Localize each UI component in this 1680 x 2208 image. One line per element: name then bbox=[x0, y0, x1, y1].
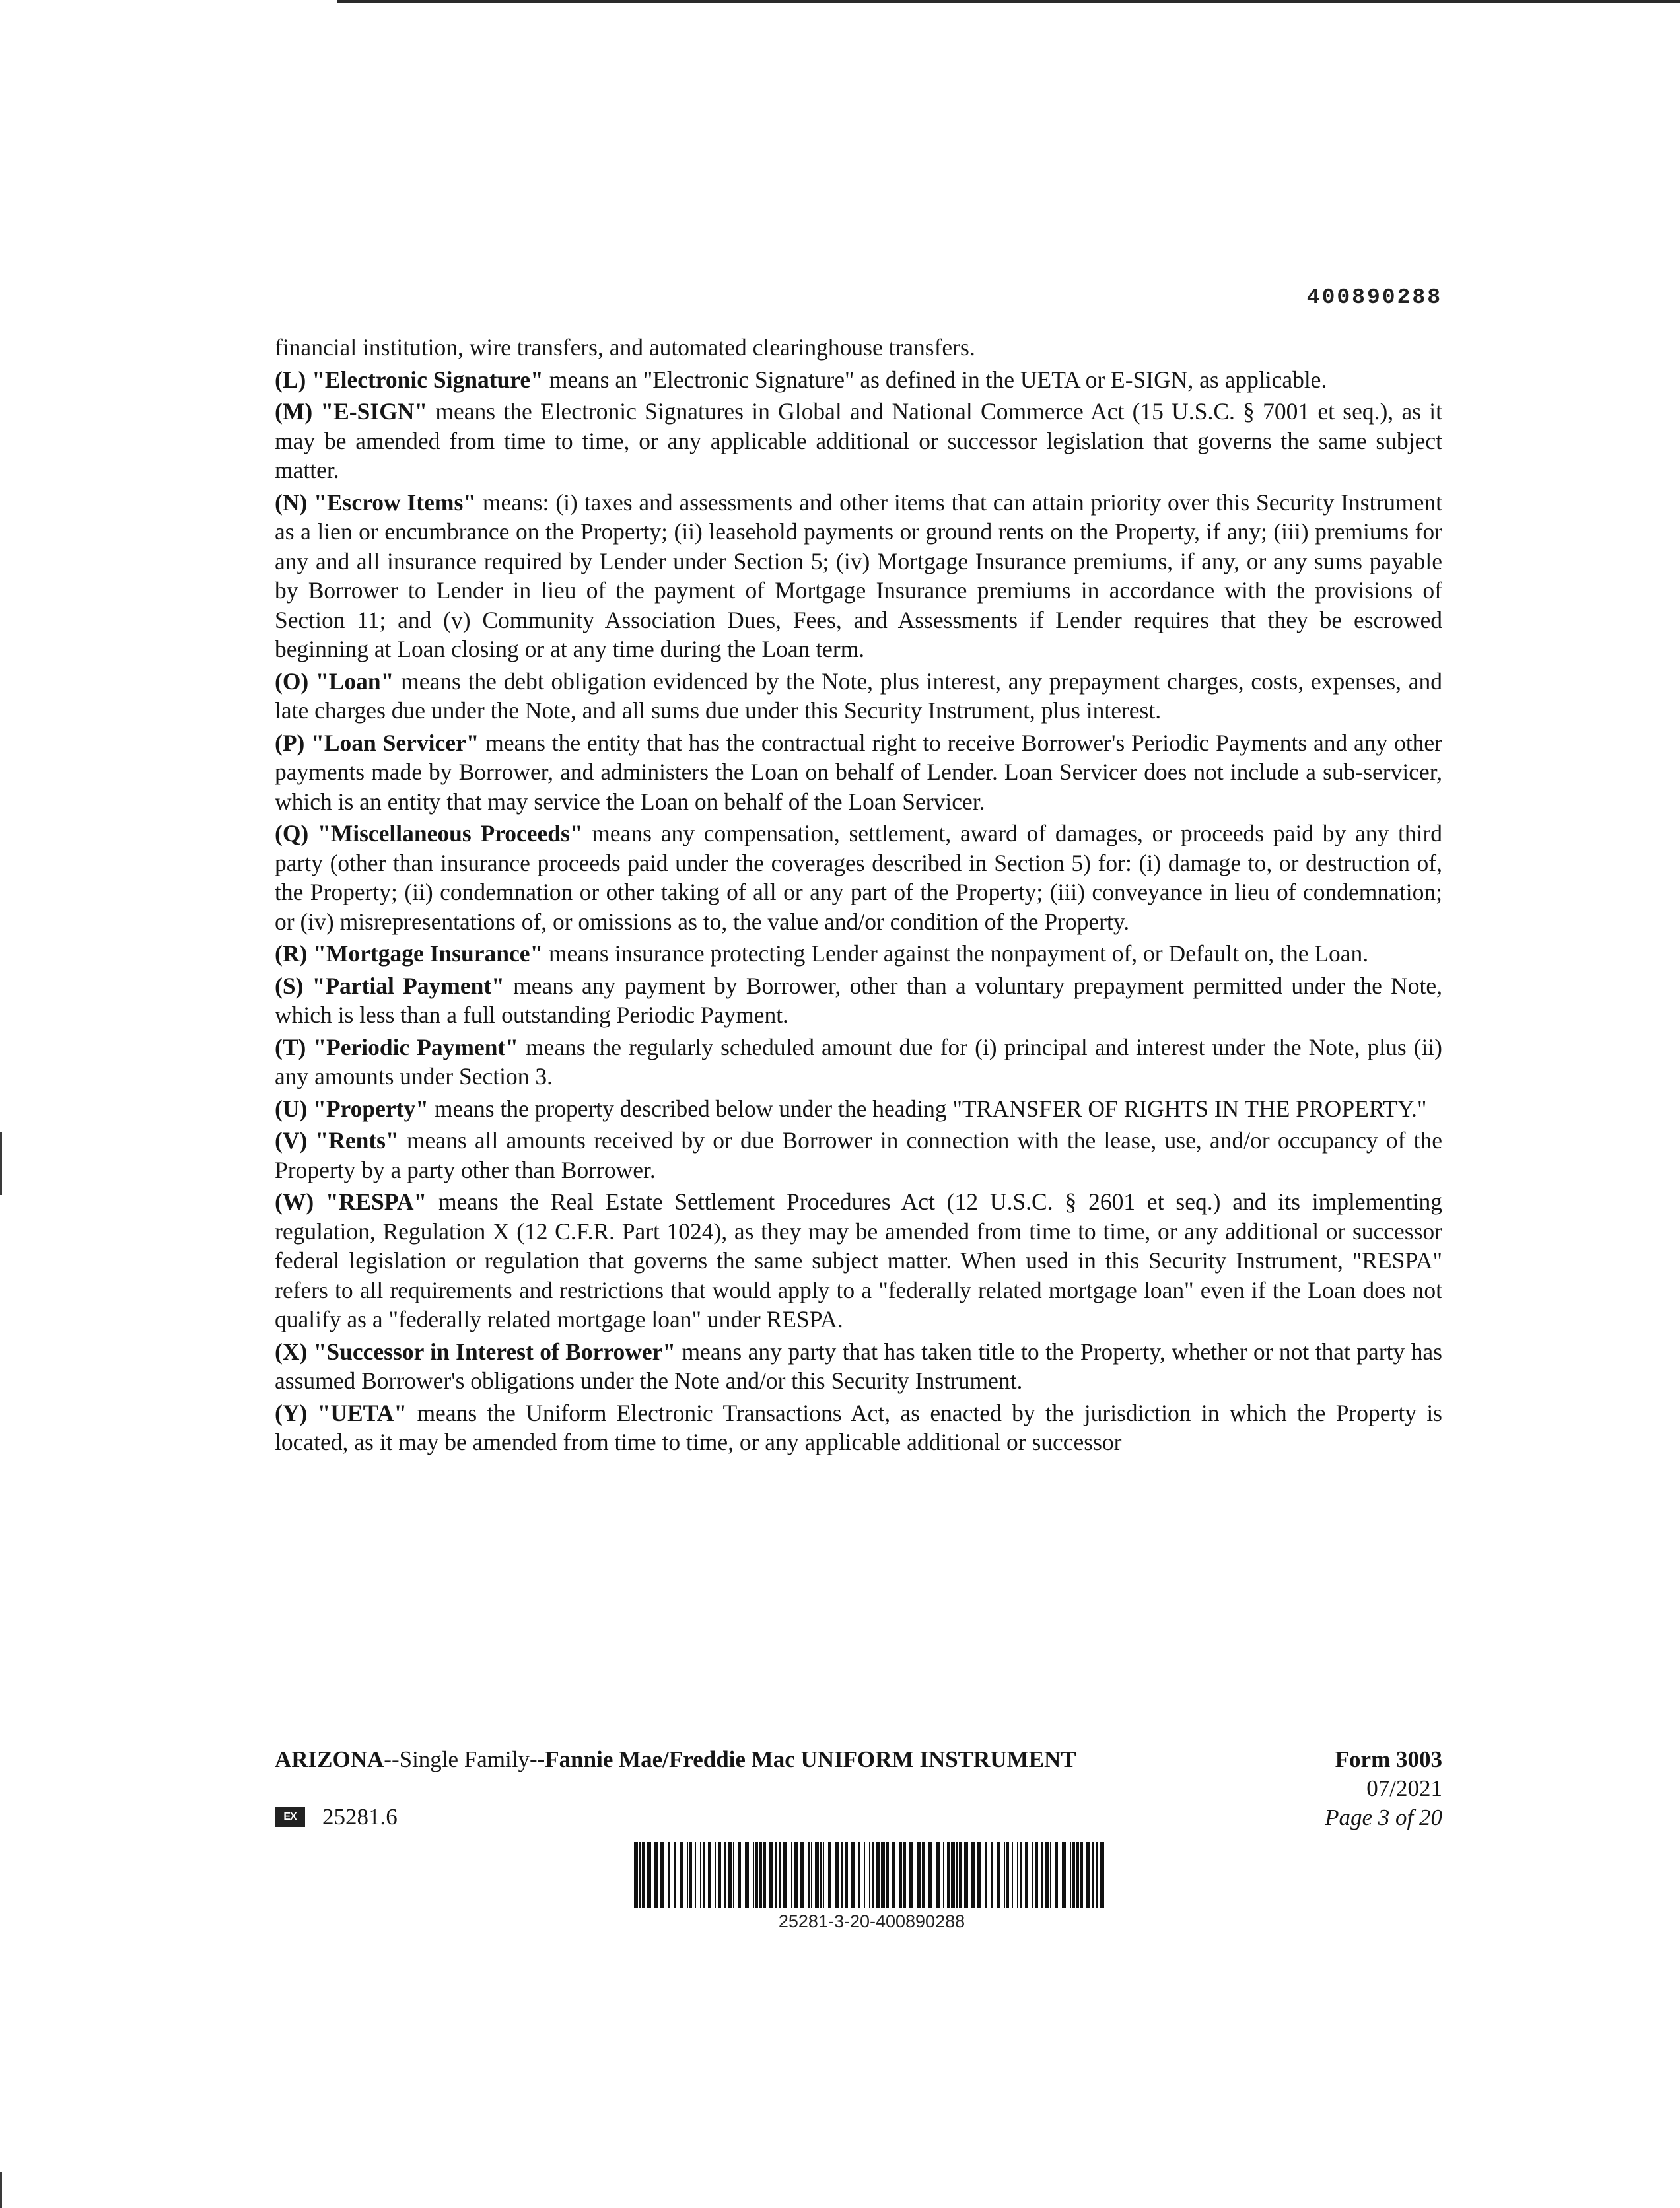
barcode-bar bbox=[779, 1842, 781, 1908]
form-name: Form 3003 bbox=[1335, 1746, 1442, 1772]
definition-term-name: "Escrow Items" bbox=[314, 489, 476, 516]
definition-term-name: "Periodic Payment" bbox=[313, 1033, 518, 1060]
barcode-bar bbox=[815, 1842, 819, 1908]
definition-term-name: "E-SIGN" bbox=[320, 398, 428, 425]
footer-form-info bbox=[1178, 1745, 1442, 1832]
definition-paragraph bbox=[275, 939, 1442, 969]
definition-term bbox=[275, 1189, 427, 1215]
barcode-bar bbox=[892, 1842, 895, 1908]
definition-text: means the property described below under the heading "TRANSFER OF RIGHTS IN THE PROPERTY." bbox=[428, 1095, 1427, 1122]
barcode-bar bbox=[745, 1842, 749, 1908]
definition-term-name: "Partial Payment" bbox=[312, 972, 505, 999]
definition-term bbox=[275, 820, 583, 846]
barcode-bar bbox=[1072, 1842, 1075, 1908]
barcode bbox=[634, 1842, 1109, 1908]
barcode-bar bbox=[881, 1842, 885, 1908]
barcode-bar bbox=[1004, 1842, 1005, 1908]
barcode-bar bbox=[708, 1842, 711, 1908]
vendor-code: 25281.6 bbox=[322, 1804, 398, 1830]
barcode-bar bbox=[985, 1842, 987, 1908]
definition-label: (Q) bbox=[275, 820, 309, 846]
barcode-bar bbox=[959, 1842, 962, 1908]
definition-label: (W) bbox=[275, 1189, 314, 1215]
barcode-bar bbox=[928, 1842, 932, 1908]
barcode-bar bbox=[639, 1842, 641, 1908]
barcode-bar bbox=[695, 1842, 696, 1908]
barcode-bar bbox=[1020, 1842, 1022, 1908]
continuation-paragraph: financial institution, wire transfers, and automated clearinghouse transfers. bbox=[275, 334, 975, 361]
barcode-bar bbox=[820, 1842, 822, 1908]
barcode-bar bbox=[783, 1842, 787, 1908]
barcode-bar bbox=[903, 1842, 906, 1908]
definition-label: (V) bbox=[275, 1127, 308, 1154]
ex-logo-icon: EX bbox=[275, 1807, 305, 1827]
barcode-bar bbox=[977, 1842, 981, 1908]
definition-paragraph bbox=[275, 397, 1442, 485]
barcode-bar bbox=[1025, 1842, 1028, 1908]
definition-term-name: "Loan Servicer" bbox=[311, 729, 479, 756]
definition-paragraph bbox=[275, 1126, 1442, 1185]
barcode-bar bbox=[689, 1842, 692, 1908]
definition-label: (X) bbox=[275, 1338, 308, 1365]
page-number: Page 3 of 20 bbox=[1325, 1805, 1442, 1830]
barcode-bar bbox=[811, 1842, 812, 1908]
barcode-bar bbox=[997, 1842, 1000, 1908]
barcode-bar bbox=[835, 1842, 839, 1908]
barcode-number: 25281-3-20-400890288 bbox=[778, 1912, 965, 1931]
definition-paragraph bbox=[275, 728, 1442, 817]
barcode-bar bbox=[753, 1842, 754, 1908]
definition-term-name: "UETA" bbox=[317, 1399, 407, 1426]
definition-term-name: "Successor in Interest of Borrower" bbox=[313, 1338, 676, 1365]
barcode-bar bbox=[864, 1842, 865, 1908]
definition-label: (L) bbox=[275, 366, 306, 393]
definition-term bbox=[275, 973, 505, 999]
barcode-bar bbox=[1100, 1842, 1104, 1908]
barcode-bar bbox=[1055, 1842, 1058, 1908]
barcode-bar bbox=[1076, 1842, 1079, 1908]
barcode-bar bbox=[841, 1842, 843, 1908]
barcode-bar bbox=[654, 1842, 658, 1908]
definition-text: means any payment by Borrower, other than a voluntary prepayment permitted under the Note, which is less than a full outstanding Periodic Payment. bbox=[275, 972, 1442, 1028]
barcode-bar bbox=[991, 1842, 993, 1908]
barcode-bar bbox=[728, 1842, 732, 1908]
barcode-bar bbox=[794, 1842, 798, 1908]
definition-term bbox=[275, 1400, 407, 1426]
barcode-bar bbox=[956, 1842, 958, 1908]
top-border-line bbox=[337, 0, 1680, 3]
barcode-bar bbox=[851, 1842, 855, 1908]
barcode-bar bbox=[886, 1842, 889, 1908]
definition-text: means the Real Estate Settlement Procedures Act (12 U.S.C. § 2601 et seq.) and its implementing regulation, Regulation X (12 C.F.R. Part 1024), as they may be amended from time to time, or any additional or successor federal legislation or regulation that governs the same subject matter. When used in this Security Instrument, "RESPA" refers to all requirements and restrictions that would apply to a "federally related mortgage loan" even if the Loan does not qualify as a "federally related mortgage loan" under RESPA. bbox=[275, 1189, 1442, 1332]
definition-term bbox=[275, 1095, 429, 1122]
barcode-bar bbox=[858, 1842, 860, 1908]
definition-label: (P) bbox=[275, 729, 305, 756]
definition-term bbox=[275, 1338, 676, 1365]
definition-term-name: "Loan" bbox=[316, 668, 394, 695]
definition-term bbox=[275, 940, 543, 967]
definition-paragraph bbox=[275, 1398, 1442, 1457]
barcode-block bbox=[634, 1842, 1109, 1932]
barcode-bar bbox=[759, 1842, 762, 1908]
definition-term bbox=[275, 730, 479, 756]
definition-label: (M) bbox=[275, 398, 313, 425]
barcode-bar bbox=[1017, 1842, 1018, 1908]
scan-mark bbox=[0, 2172, 2, 2208]
barcode-bar bbox=[964, 1842, 968, 1908]
barcode-bar bbox=[1041, 1842, 1043, 1908]
definition-text: means the regularly scheduled amount due for (i) principal and interest under the Note, plus (ii) any amounts under Section 3. bbox=[275, 1033, 1442, 1089]
barcode-bar bbox=[876, 1842, 880, 1908]
footer-instrument-title bbox=[275, 1745, 1265, 1774]
definition-paragraph bbox=[275, 819, 1442, 936]
barcode-bar bbox=[823, 1842, 824, 1908]
barcode-bar bbox=[775, 1842, 777, 1908]
barcode-bar bbox=[733, 1842, 734, 1908]
barcode-bar bbox=[763, 1842, 766, 1908]
barcode-bar bbox=[1006, 1842, 1009, 1908]
barcode-bar bbox=[634, 1842, 638, 1908]
definition-text: means any compensation, settlement, award of damages, or proceeds paid by any third party (other than insurance proceeds paid under the coverages described in Section 5) for: (i) damage to, or destruction of, the Property; (ii) condemnation or other taking of all or any part of the Property; (iii) conveyance in lieu of condemnation; or (iv) misrepresentations of, or omissions as to, the value and/or condition of the Property. bbox=[275, 820, 1443, 935]
footer-instrument-type: Single Family bbox=[399, 1746, 530, 1772]
barcode-bar bbox=[724, 1842, 726, 1908]
barcode-bar bbox=[922, 1842, 925, 1908]
barcode-bar bbox=[718, 1842, 721, 1908]
definition-label: (U) bbox=[275, 1095, 308, 1122]
definition-label: (N) bbox=[275, 489, 308, 516]
definitions-list bbox=[275, 365, 1442, 1457]
barcode-bar bbox=[1050, 1842, 1051, 1908]
footer-publisher: Fannie Mae/Freddie Mac UNIFORM INSTRUMENT bbox=[545, 1746, 1076, 1772]
barcode-bar bbox=[1012, 1842, 1013, 1908]
definition-term-name: "Rents" bbox=[315, 1127, 399, 1154]
definition-paragraph bbox=[275, 667, 1442, 726]
footer-state: ARIZONA bbox=[275, 1746, 384, 1772]
definitions-body bbox=[275, 333, 1442, 1460]
barcode-bar bbox=[703, 1842, 705, 1908]
barcode-bar bbox=[899, 1842, 902, 1908]
definition-term-name: "RESPA" bbox=[326, 1189, 427, 1215]
definition-label: (O) bbox=[275, 668, 309, 695]
definition-text: means an "Electronic Signature" as defined in the UETA or E-SIGN, as applicable. bbox=[543, 366, 1327, 393]
barcode-bar bbox=[872, 1842, 874, 1908]
definition-paragraph bbox=[275, 488, 1442, 664]
barcode-bar bbox=[936, 1842, 940, 1908]
barcode-bar bbox=[1035, 1842, 1038, 1908]
definition-term bbox=[275, 668, 394, 695]
barcode-bar bbox=[715, 1842, 716, 1908]
definition-term-name: "Miscellaneous Proceeds" bbox=[318, 820, 583, 846]
barcode-bar bbox=[738, 1842, 741, 1908]
definition-paragraph bbox=[275, 971, 1442, 1030]
definition-text: means the debt obligation evidenced by the Note, plus interest, any prepayment charges, costs, expenses, and late charges due under the Note, and all sums due under this Security Instrument, plus interest. bbox=[275, 668, 1442, 724]
definition-term-name: "Property" bbox=[313, 1095, 429, 1122]
definition-term bbox=[275, 398, 427, 425]
barcode-bar bbox=[800, 1842, 804, 1908]
definition-label: (S) bbox=[275, 972, 304, 999]
definition-label: (T) bbox=[275, 1033, 306, 1060]
barcode-bar bbox=[845, 1842, 848, 1908]
barcode-bar bbox=[1045, 1842, 1049, 1908]
barcode-bar bbox=[1070, 1842, 1071, 1908]
barcode-bar bbox=[947, 1842, 950, 1908]
definition-text: means insurance protecting Lender against the nonpayment of, or Default on, the Loan. bbox=[543, 940, 1369, 967]
definition-text: means the entity that has the contractual right to receive Borrower's Periodic Payments and any other payments made by Borrower, and administers the Loan on behalf of Lender. Loan Servicer does not include a sub-servicer, which is an entity that may service the Loan on behalf of the Loan Servicer. bbox=[275, 729, 1443, 815]
footer-separator: -- bbox=[529, 1746, 545, 1772]
barcode-bar bbox=[1096, 1842, 1098, 1908]
barcode-bar bbox=[808, 1842, 810, 1908]
definition-paragraph bbox=[275, 1033, 1442, 1091]
definition-text: means: (i) taxes and assessments and other items that can attain priority over this Security Instrument as a lien or encumbrance on the Property; (ii) leasehold payments or ground rents on the Property, if any; (iii) premiums for any and all insurance required by Lender under Section 5; (iv) Mortgage Insurance premiums, if any, or any sums payable by Borrower to Lender in lieu of the payment of Mortgage Insurance premiums in accordance with the provisions of Section 11; and (v) Community Association Dues, Fees, and Assessments if Lender requires that they be escrowed beginning at Loan closing or at any time during the Loan term. bbox=[275, 489, 1443, 662]
form-date: 07/2021 bbox=[1366, 1776, 1442, 1801]
barcode-bar bbox=[1062, 1842, 1066, 1908]
barcode-bar bbox=[642, 1842, 645, 1908]
definition-term bbox=[275, 1034, 518, 1060]
definition-term-name: "Mortgage Insurance" bbox=[313, 940, 543, 967]
definition-paragraph bbox=[275, 1187, 1442, 1334]
definition-label: (Y) bbox=[275, 1399, 308, 1426]
barcode-bar bbox=[680, 1842, 683, 1908]
barcode-bar bbox=[828, 1842, 831, 1908]
footer-separator: -- bbox=[384, 1746, 400, 1772]
barcode-bar bbox=[700, 1842, 701, 1908]
barcode-bar bbox=[1032, 1842, 1033, 1908]
definition-text: means the Uniform Electronic Transactions Act, as enacted by the jurisdiction in which the Property is located, as it may be amended from time to time, or any applicable additional or successor bbox=[275, 1399, 1442, 1455]
definition-term bbox=[275, 1127, 399, 1154]
definition-term-name: "Electronic Signature" bbox=[312, 366, 543, 393]
barcode-bar bbox=[687, 1842, 688, 1908]
barcode-bar bbox=[869, 1842, 870, 1908]
barcode-bar bbox=[909, 1842, 913, 1908]
definition-paragraph bbox=[275, 1337, 1442, 1396]
barcode-bar bbox=[791, 1842, 792, 1908]
barcode-bar bbox=[951, 1842, 955, 1908]
barcode-bar bbox=[674, 1842, 676, 1908]
barcode-bar bbox=[1080, 1842, 1083, 1908]
definition-text: means the Electronic Signatures in Global and National Commerce Act (15 U.S.C. § 7001 et seq.), as it may be amended from time to time, or any applicable additional or successor legislation that governs the same subject matter. bbox=[275, 398, 1442, 483]
barcode-bar bbox=[660, 1842, 664, 1908]
definition-paragraph bbox=[275, 1094, 1442, 1124]
barcode-bar bbox=[755, 1842, 758, 1908]
barcode-bar bbox=[943, 1842, 944, 1908]
barcode-bar bbox=[971, 1842, 975, 1908]
barcode-bar bbox=[1086, 1842, 1090, 1908]
definition-text: means any party that has taken title to the Property, whether or not that party has assumed Borrower's obligations under the Note and/or this Security Instrument. bbox=[275, 1338, 1442, 1394]
barcode-bar bbox=[1092, 1842, 1094, 1908]
barcode-bar bbox=[917, 1842, 921, 1908]
definition-term bbox=[275, 366, 543, 393]
definition-text: means all amounts received by or due Borrower in connection with the lease, use, and/or occupancy of the Property by a party other than Borrower. bbox=[275, 1127, 1443, 1183]
barcode-bar bbox=[647, 1842, 651, 1908]
definition-paragraph bbox=[275, 365, 1442, 395]
document-number: 400890288 bbox=[1306, 285, 1442, 310]
vendor-code-row bbox=[275, 1803, 398, 1832]
definition-label: (R) bbox=[275, 940, 308, 967]
barcode-bar bbox=[769, 1842, 773, 1908]
scan-mark bbox=[0, 1132, 2, 1195]
definition-term bbox=[275, 489, 476, 516]
barcode-bar bbox=[668, 1842, 670, 1908]
